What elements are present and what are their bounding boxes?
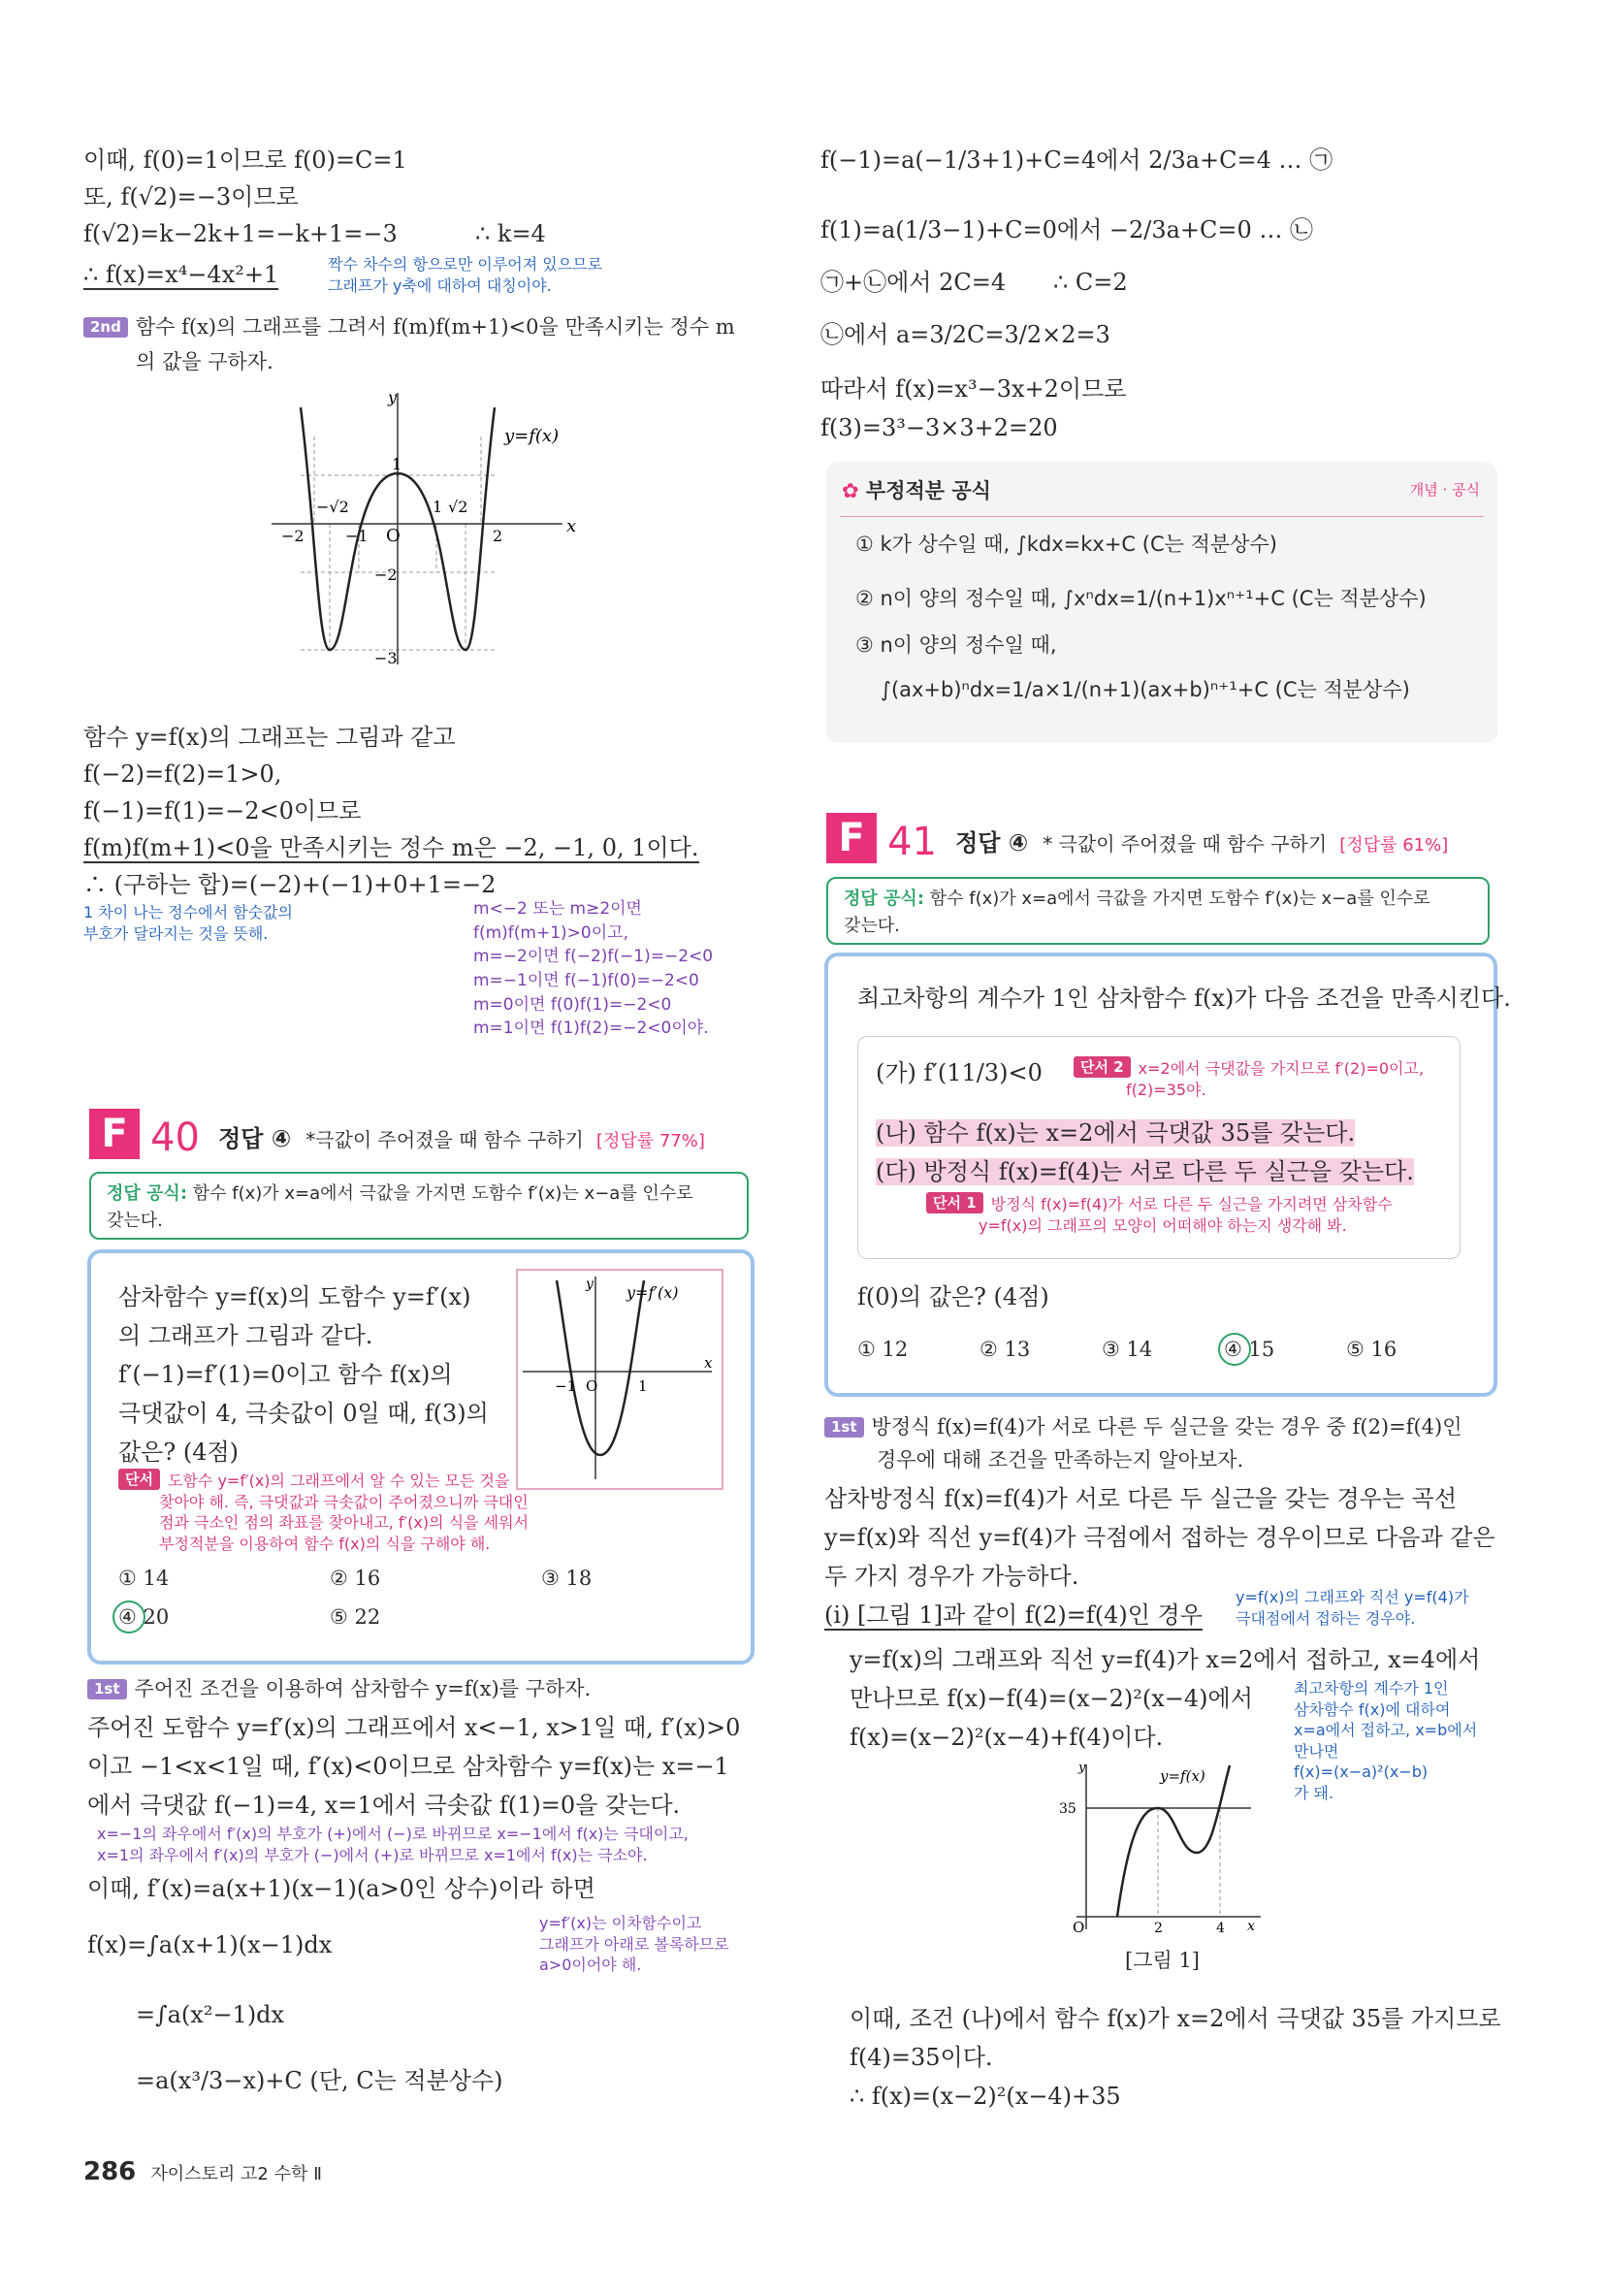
f41-cond-c-hint-2: y=f(x)의 그래프의 모양이 어떠해야 하는지 생각해 봐. — [979, 1215, 1347, 1235]
r-top-3: ㉠+㉡에서 2C=4 — [820, 269, 1007, 296]
f40-sol-3: 에서 극댓값 f(−1)=4, x=1에서 극솟값 f(1)=0을 갖는다. — [87, 1792, 681, 1819]
f41-cond-a-badge: 단서 2 — [1074, 1056, 1131, 1078]
f41-sol-head-1 — [824, 1414, 1462, 1439]
graph-derivative-axis-x: x — [704, 1354, 713, 1372]
tick-y1: 1 — [392, 455, 402, 473]
f41-number: 41 — [887, 820, 937, 864]
f41-choice-4[interactable]: ④ 15 — [1224, 1338, 1275, 1361]
f40-q-5: 값은? (4점) — [118, 1439, 240, 1466]
f41-case1: (i) [그림 1]과 같이 f(2)=f(4)인 경우 — [824, 1601, 1203, 1629]
f40-sol-head-text: 주어진 조건을 이용하여 삼차함수 y=f(x)를 구하자. — [134, 1677, 592, 1700]
note-right-6: m=1이면 f(1)f(2)=−2<0이야. — [473, 1019, 709, 1039]
f41-side-note-5: f(x)=(x−a)²(x−b) — [1294, 1762, 1429, 1782]
f40-header — [89, 1109, 705, 1160]
f40-choice-4[interactable]: ④ 20 — [118, 1605, 170, 1629]
formula-title-wrap — [842, 475, 991, 504]
step2-text-1: 함수 f(x)의 그래프를 그려서 f(m)f(m+1)<0을 만족시키는 정수 m — [135, 315, 735, 339]
f40-key-label: 정답 공식: — [107, 1183, 188, 1204]
f41-rate: [정답률 61%] — [1339, 835, 1449, 856]
f40-hint-3: 점과 극소인 점의 좌표를 찾아내고, f′(x)의 식을 세워서 — [159, 1513, 530, 1533]
tick-neg2: −2 — [281, 527, 305, 545]
f40-q-4: 극댓값이 4, 극솟값이 0일 때, f(3)의 — [118, 1400, 489, 1427]
para1-line-3: f(−1)=f(1)=−2<0이므로 — [83, 797, 362, 825]
tick-neg1: −1 — [345, 527, 369, 545]
f41-answer: 정답 ④ — [955, 829, 1029, 857]
f40-q-1: 삼차함수 y=f(x)의 도함수 y=f′(x) — [118, 1283, 471, 1310]
graph-derivative — [516, 1269, 723, 1490]
f40-hint-2: 찾아야 해. 즉, 극댓값과 극솟값이 주어졌으니까 극대인 — [159, 1492, 529, 1511]
graph-quartic-axis-y: y — [388, 388, 398, 406]
r-top-1: f(−1)=a(−1/3+1)+C=4에서 2/3a+C=4 … ㉠ — [820, 146, 1333, 174]
f40-topic: *극값이 주어졌을 때 함수 구하기 — [305, 1128, 584, 1151]
formula-box — [826, 462, 1497, 743]
f41-cond-a-hint — [1074, 1056, 1424, 1100]
f41-side-note-4: 만나면 — [1294, 1741, 1339, 1761]
f40-sol-head — [87, 1676, 591, 1701]
f40-hint-badge: 단서 — [118, 1469, 160, 1490]
intro-line-2: 또, f(√2)=−3이므로 — [83, 183, 299, 210]
f40-choice-1[interactable]: ① 14 — [118, 1567, 170, 1590]
f40-sol-6: =∫a(x²−1)dx — [136, 2001, 285, 2028]
f40-sol-note1 — [97, 1824, 689, 1865]
f41-cond-c: (다) 방정식 f(x)=f(4)는 서로 다른 두 실근을 갖는다. — [876, 1158, 1414, 1185]
f40-hint — [118, 1469, 529, 1554]
f41-cond-c-hint — [926, 1192, 1393, 1236]
graph-figure1 — [1057, 1760, 1270, 1934]
f41-choice-2[interactable]: ② 13 — [980, 1338, 1031, 1361]
f41-case1-line-3: f(x)=(x−2)²(x−4)+f(4)이다. — [850, 1724, 1164, 1751]
flower-icon: ✿ — [842, 479, 859, 502]
f41-choice-1[interactable]: ① 12 — [857, 1338, 909, 1361]
f40-sol-badge: 1st — [87, 1679, 127, 1699]
f41-letter: F — [826, 813, 877, 863]
f40-sol-note2-1: y=f′(x)는 이차함수이고 — [539, 1914, 702, 1932]
formula-item-4: ∫(ax+b)ⁿdx=1/a×1/(n+1)(ax+b)ⁿ⁺¹+C (C는 적분상수) — [881, 678, 1410, 701]
intro-line-1: 이때, f(0)=1이므로 f(0)=C=1 — [83, 146, 407, 174]
f41-case1-line-1: y=f(x)의 그래프와 직선 y=f(4)가 x=2에서 접하고, x=4에서 — [850, 1646, 1481, 1673]
r-top-6: 따라서 f(x)=x³−3x+2이므로 — [820, 375, 1127, 403]
graph-derivative-tick-1: 1 — [638, 1377, 648, 1395]
tick-yneg2: −2 — [374, 566, 398, 584]
f40-sol-note1-1: x=−1의 좌우에서 f′(x)의 부호가 (+)에서 (−)로 바뀌므로 x=−1에서 f(x)는 극대이고, — [97, 1825, 689, 1843]
f41-sol-head-2: 경우에 대해 조건을 만족하는지 알아보자. — [877, 1448, 1244, 1471]
f40-letter: F — [89, 1109, 140, 1159]
f40-number: 40 — [150, 1116, 200, 1160]
para1-line-2: f(−2)=f(2)=1>0, — [83, 760, 282, 788]
note-left-2: 부호가 달라지는 것을 뜻해. — [83, 923, 269, 943]
f41-key-line-1 — [844, 885, 1430, 910]
f40-sol-5: f(x)=∫a(x+1)(x−1)dx — [87, 1931, 333, 1958]
f41-key-line-2: 갖는다. — [844, 916, 900, 936]
f40-choice-3[interactable]: ③ 18 — [541, 1567, 593, 1590]
f41-cond-b-wrap — [876, 1118, 1355, 1148]
f41-selected-mark — [1218, 1333, 1251, 1366]
f41-ask: f(0)의 값은? (4점) — [857, 1283, 1049, 1310]
f41-side-note — [1294, 1678, 1477, 1804]
f40-hint-4: 부정적분을 이용하여 함수 f(x)의 식을 구해야 해. — [159, 1534, 491, 1553]
f41-case1-note — [1236, 1587, 1469, 1629]
fig1-tick-2: 2 — [1154, 1921, 1163, 1934]
f41-sol-1: 삼차방정식 f(x)=f(4)가 서로 다른 두 실근을 갖는 경우는 곡선 — [824, 1485, 1458, 1512]
formula-item-1: ① k가 상수일 때, ∫kdx=kx+C (C는 적분상수) — [855, 533, 1277, 556]
para1-line-1: 함수 y=f(x)의 그래프는 그림과 같고 — [83, 724, 456, 751]
para1-line-4-wrap — [83, 833, 699, 862]
f41-cond-c-hint-1: 방정식 f(x)=f(4)가 서로 다른 두 실근을 가지려면 삼차함수 — [990, 1195, 1393, 1213]
f41-key-text-1: 함수 f(x)가 x=a에서 극값을 가지면 도함수 f′(x)는 x−a를 인수로 — [929, 889, 1430, 909]
note-right-3: m=−2이면 f(−2)f(−1)=−2<0 — [473, 947, 714, 967]
graph-quartic-origin: O — [386, 526, 401, 546]
r-top-5: ㉡에서 a=3/2C=3/2×2=3 — [820, 321, 1110, 348]
f41-end-1: 이때, 조건 (나)에서 함수 f(x)가 x=2에서 극댓값 35를 가지므로 — [850, 2005, 1501, 2032]
note-left — [83, 902, 293, 944]
f40-sol-7: =a(x³/3−x)+C (단, C는 적분상수) — [136, 2067, 503, 2094]
f41-case1-wrap — [824, 1601, 1203, 1630]
r-top-2: f(1)=a(1/3−1)+C=0에서 −2/3a+C=0 … ㉡ — [820, 216, 1314, 243]
fig1-axis-y: y — [1078, 1761, 1086, 1775]
f41-side-note-2: 삼차함수 f(x)에 대하여 — [1294, 1699, 1451, 1719]
f40-choice-5[interactable]: ⑤ 22 — [330, 1605, 381, 1629]
step2-badge: 2nd — [83, 317, 128, 338]
note-right-1: m<−2 또는 m≥2이면 — [473, 899, 642, 919]
tick-yneg3: −3 — [374, 649, 398, 667]
graph-quartic-label: y=f(x) — [504, 426, 560, 446]
fig1-origin: O — [1073, 1919, 1085, 1934]
intro-line-3: f(√2)=k−2k+1=−k+1=−3 — [83, 220, 398, 247]
intro-line-5: ∴ f(x)=x⁴−4x²+1 — [83, 261, 279, 288]
f40-sol-note2-2: 그래프가 아래로 볼록하므로 — [539, 1934, 729, 1954]
f41-cond-c-wrap — [876, 1157, 1414, 1186]
f41-topic: * 극값이 주어졌을 때 함수 구하기 — [1043, 832, 1328, 856]
r-top-7: f(3)=3³−3×3+2=20 — [820, 414, 1058, 441]
f41-cond-b: (나) 함수 f(x)는 x=2에서 극댓값 35를 갖는다. — [876, 1119, 1356, 1147]
footer-page: 286 — [83, 2157, 137, 2186]
f41-sol-badge: 1st — [824, 1417, 864, 1438]
f40-sol-note2-3: a>0이어야 해. — [539, 1956, 642, 1975]
footer — [83, 2157, 322, 2186]
f41-end-2: f(4)=35이다. — [850, 2044, 993, 2071]
fig1-tick-35: 35 — [1059, 1801, 1076, 1817]
graph-derivative-origin: O — [586, 1377, 598, 1395]
f41-choice-3[interactable]: ③ 14 — [1102, 1338, 1153, 1361]
f41-question-box — [824, 953, 1511, 1397]
f41-cond-a-hint-1: x=2에서 극댓값을 가지므로 f′(2)=0이고, — [1138, 1059, 1425, 1078]
f41-end-3: ∴ f(x)=(x−2)²(x−4)+35 — [850, 2083, 1121, 2110]
f41-cond-c-badge: 단서 1 — [926, 1192, 983, 1213]
f40-rate: [정답률 77%] — [595, 1131, 705, 1151]
note-right-5: m=0이면 f(0)f(1)=−2<0 — [473, 994, 672, 1015]
f41-sol-3: 두 가지 경우가 가능하다. — [824, 1563, 1079, 1590]
f41-case1-line-2: 만나므로 f(x)−f(4)=(x−2)²(x−4)에서 — [850, 1685, 1253, 1712]
tick-2: 2 — [493, 527, 503, 545]
formula-title: 부정적분 공식 — [865, 479, 991, 502]
graph-derivative-label: y=f′(x) — [626, 1283, 679, 1302]
graph-quartic-axis-x: x — [566, 516, 577, 536]
f41-sol-2: y=f(x)와 직선 y=f(4)가 극점에서 접하는 경우이므로 다음과 같은 — [824, 1524, 1495, 1551]
f40-question-box — [87, 1249, 755, 1665]
intro-note-2: 그래프가 y축에 대하여 대칭이야. — [328, 275, 552, 295]
f40-hint-1: 도함수 y=f′(x)의 그래프에서 알 수 있는 모든 것을 — [167, 1471, 510, 1490]
footer-title: 자이스토리 고2 수학 Ⅱ — [150, 2164, 322, 2184]
f40-sol-note1-2: x=1의 좌우에서 f′(x)의 부호가 (−)에서 (+)로 바뀌므로 x=1에서 f(x)는 극소야. — [97, 1845, 648, 1864]
f41-cond-a: (가) f′(11/3)<0 — [876, 1059, 1043, 1086]
formula-tag: 개념 · 공식 — [1409, 481, 1480, 499]
para1-line-4: f(m)f(m+1)<0을 만족시키는 정수 m은 −2, −1, 0, 1이다. — [83, 834, 699, 861]
f41-case1-note-2: 극대점에서 접하는 경우야. — [1236, 1608, 1416, 1628]
tick-negroot2: −√2 — [316, 498, 349, 516]
f40-sol-2: 이고 −1<x<1일 때, f′(x)<0이므로 삼차함수 y=f(x)는 x=−1 — [87, 1753, 729, 1780]
f40-selected-mark — [112, 1601, 145, 1633]
fig1-caption: [그림 1] — [1125, 1949, 1200, 1972]
f40-q-3: f′(−1)=f′(1)=0이고 함수 f(x)의 — [118, 1361, 453, 1388]
intro-note-1: 짝수 차수의 항으로만 이루어져 있으므로 — [328, 255, 603, 274]
f41-header — [826, 813, 1448, 864]
step2-line-2: 의 값을 구하자. — [136, 350, 273, 373]
graph-derivative-tick-neg1: −1 — [555, 1377, 577, 1395]
formula-item-2: ② n이 양의 정수일 때, ∫xⁿdx=1/(n+1)xⁿ⁺¹+C (C는 적분상수) — [855, 587, 1427, 610]
f41-q-head: 최고차항의 계수가 1인 삼차함수 f(x)가 다음 조건을 만족시킨다. — [857, 985, 1511, 1012]
f40-sol-note2 — [539, 1913, 729, 1976]
intro-note — [328, 254, 602, 296]
f40-key-line-1 — [107, 1180, 693, 1205]
note-right-4: m=−1이면 f(−1)f(0)=−2<0 — [473, 970, 699, 990]
para1-line-5: ∴ (구하는 합)=(−2)+(−1)+0+1=−2 — [83, 871, 497, 898]
f41-side-note-1: 최고차항의 계수가 1인 — [1294, 1679, 1449, 1698]
f41-cond-a-hint-2: f(2)=35야. — [1126, 1080, 1206, 1099]
formula-divider — [840, 516, 1484, 517]
f41-sol-head-text-1: 방정식 f(x)=f(4)가 서로 다른 두 실근을 갖는 경우 중 f(2)=f(4)인 — [871, 1415, 1462, 1439]
note-left-1: 1 차이 나는 정수에서 함숫값의 — [83, 903, 293, 922]
note-right-2: f(m)f(m+1)>0이고, — [473, 922, 628, 943]
f40-sol-1: 주어진 도함수 y=f′(x)의 그래프에서 x<−1, x>1일 때, f′(x)>0 — [87, 1714, 741, 1741]
fig1-axis-x: x — [1247, 1919, 1255, 1934]
graph-derivative-axis-y: y — [586, 1277, 594, 1292]
tick-root2: √2 — [448, 498, 468, 516]
f40-answer: 정답 ④ — [218, 1125, 292, 1152]
f41-side-note-3: x=a에서 접하고, x=b에서 — [1294, 1721, 1478, 1740]
intro-line-4: ∴ k=4 — [475, 220, 546, 247]
f41-key-label: 정답 공식: — [844, 889, 925, 909]
f40-q-2: 의 그래프가 그림과 같다. — [118, 1322, 373, 1349]
formula-item-3: ③ n이 양의 정수일 때, — [855, 633, 1057, 657]
r-top-4: ∴ C=2 — [1053, 269, 1128, 296]
tick-1x: 1 — [433, 498, 443, 516]
fig1-label: y=f(x) — [1160, 1767, 1205, 1785]
f40-sol-4: 이때, f′(x)=a(x+1)(x−1)(a>0인 상수)이라 하면 — [87, 1875, 595, 1902]
f41-choice-5[interactable]: ⑤ 16 — [1346, 1338, 1397, 1361]
f40-key-text-1: 함수 f(x)가 x=a에서 극값을 가지면 도함수 f′(x)는 x−a를 인수로 — [192, 1183, 693, 1204]
graph-quartic — [262, 388, 582, 679]
intro-line-5-wrap — [83, 260, 278, 289]
f41-side-note-6: 가 돼. — [1294, 1783, 1334, 1802]
fig1-tick-4: 4 — [1216, 1921, 1225, 1934]
f41-cond-box — [857, 1036, 1461, 1259]
step2-line-1 — [83, 314, 735, 340]
f40-choice-2[interactable]: ② 16 — [330, 1567, 381, 1590]
note-right — [473, 897, 713, 1041]
f40-key-line-2: 갖는다. — [107, 1211, 163, 1231]
f41-case1-note-1: y=f(x)의 그래프와 직선 y=f(4)가 — [1236, 1588, 1469, 1606]
